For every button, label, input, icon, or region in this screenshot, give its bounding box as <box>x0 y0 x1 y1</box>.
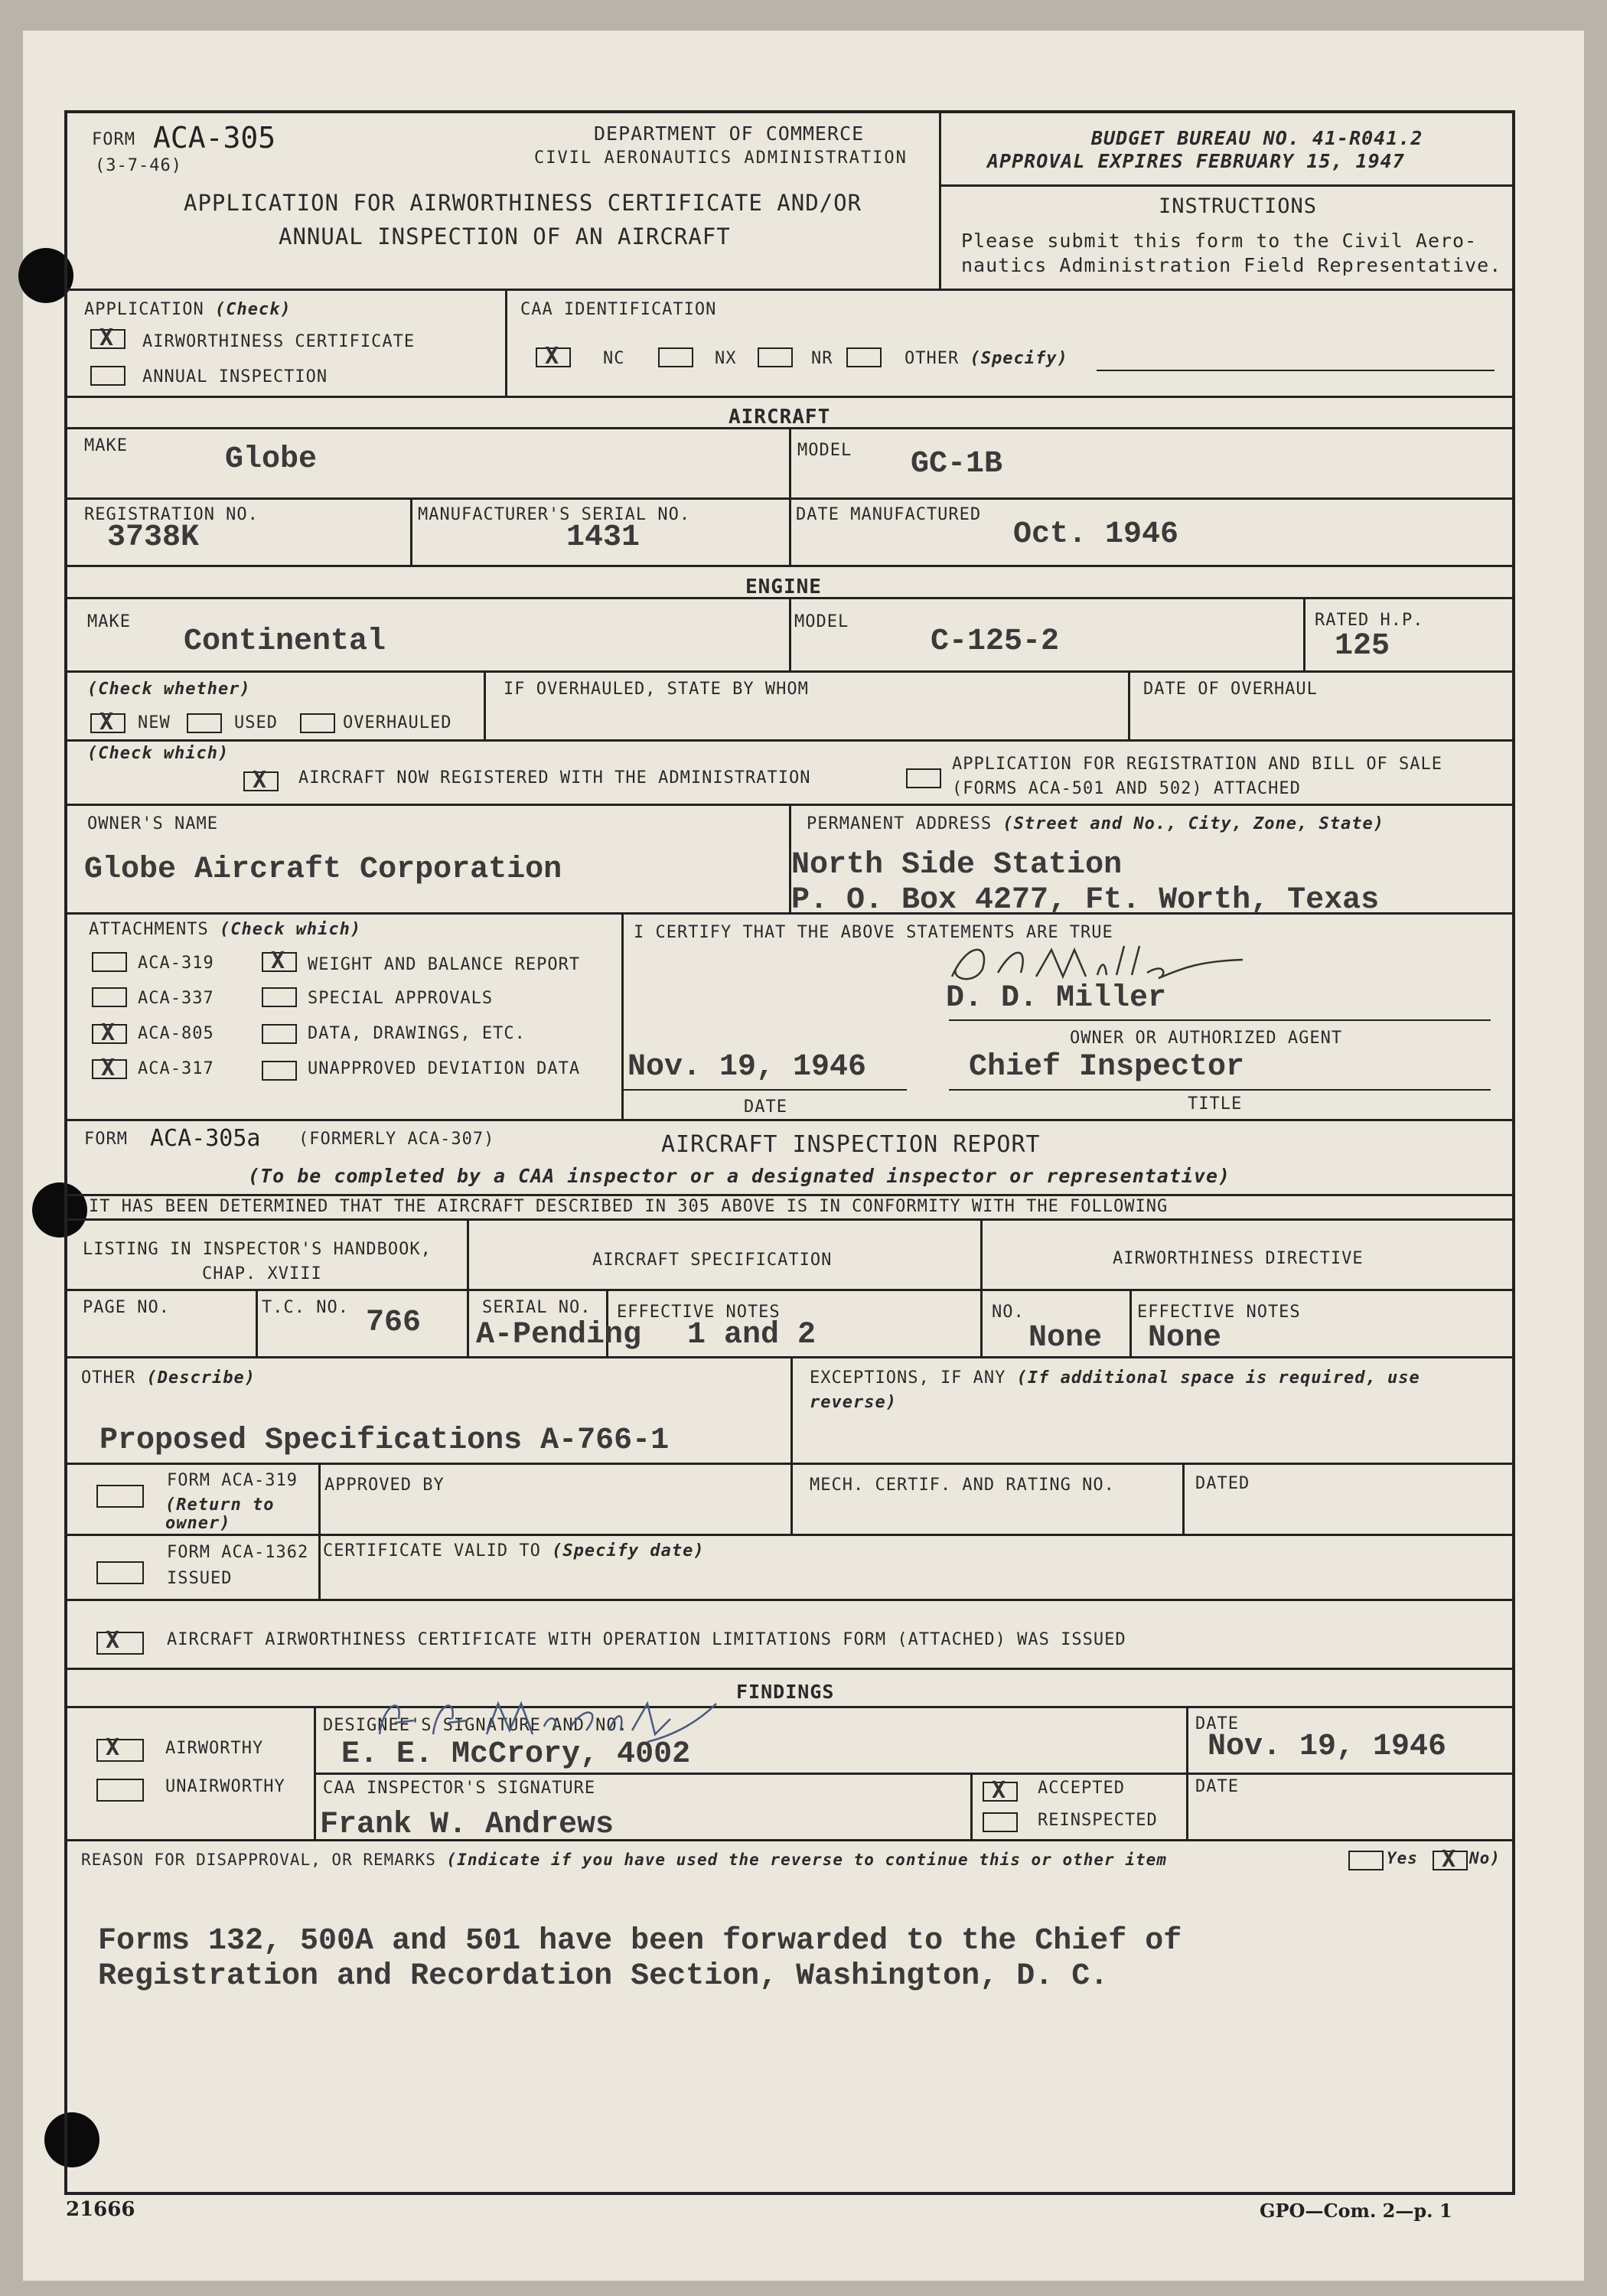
listing-label-line-1: LISTING IN INSPECTOR'S HANDBOOK, <box>83 1240 432 1259</box>
form-aca-319-return-line-2: owner) <box>165 1514 231 1533</box>
registration-no-label: REGISTRATION NO. <box>84 505 259 524</box>
binder-hole-bottom <box>44 2112 99 2167</box>
caa-inspector-name: Frank W. Andrews <box>320 1808 614 1842</box>
aircraft-section-title: AIRCRAFT <box>729 406 831 429</box>
remarks-line-1: Forms 132, 500A and 501 have been forwarded to the Chief of <box>98 1924 1182 1958</box>
footer-gpo: GPO—Com. 2—p. 1 <box>1260 2200 1452 2222</box>
engine-new-label: NEW <box>138 713 171 732</box>
caa-inspector-signature-label: CAA INSPECTOR'S SIGNATURE <box>323 1779 596 1798</box>
certify-date-label: DATE <box>744 1097 787 1117</box>
form-aca-1362-label: FORM ACA-1362 <box>167 1543 309 1562</box>
nx-label: NX <box>715 349 737 368</box>
serial-no-label: MANUFACTURER'S SERIAL NO. <box>418 505 691 524</box>
spec-serial-label: SERIAL NO. <box>482 1298 592 1317</box>
inspection-subtitle: (To be completed by a CAA inspector or a designated inspector or representative) <box>248 1165 1231 1187</box>
reinspected-checkbox[interactable] <box>983 1812 1018 1832</box>
engine-used-checkbox[interactable] <box>187 713 222 733</box>
aca-317-checkbox[interactable] <box>92 1059 127 1079</box>
aircraft-specification-label: AIRCRAFT SPECIFICATION <box>592 1251 833 1270</box>
inspection-form-number: ACA-305a <box>150 1125 261 1152</box>
findings-title: FINDINGS <box>736 1681 835 1703</box>
certificate-issued-label: AIRCRAFT AIRWORTHINESS CERTIFICATE WITH OPERATION LIMITATIONS FORM (ATTACHED) WAS ISSUED <box>167 1630 1126 1649</box>
special-approvals-checkbox[interactable] <box>262 987 297 1007</box>
reinspected-label: REINSPECTED <box>1038 1811 1158 1830</box>
airworthy-label: AIRWORTHY <box>165 1739 264 1758</box>
aca-317-label: ACA-317 <box>138 1059 214 1078</box>
remarks-line-2: Registration and Recordation Section, Washington, D. C. <box>98 1959 1109 1994</box>
directive-effective-notes-label: EFFECTIVE NOTES <box>1137 1303 1301 1322</box>
check-whether-label: (Check whether) <box>87 680 251 699</box>
deviation-data-checkbox[interactable] <box>262 1061 297 1081</box>
tc-no-label: T.C. NO. <box>262 1298 349 1317</box>
owner-agent-label: OWNER OR AUTHORIZED AGENT <box>1070 1029 1343 1048</box>
effective-notes-value: 1 and 2 <box>687 1318 817 1352</box>
nx-checkbox[interactable] <box>658 347 693 367</box>
engine-used-label: USED <box>234 713 278 732</box>
department: DEPARTMENT OF COMMERCE <box>594 122 865 145</box>
deviation-data-label: UNAPPROVED DEVIATION DATA <box>308 1059 581 1078</box>
owner-name-label: OWNER'S NAME <box>87 814 218 833</box>
aca-337-label: ACA-337 <box>138 989 214 1008</box>
overhauled-by-label: IF OVERHAULED, STATE BY WHOM <box>504 680 809 699</box>
registered-checkbox[interactable] <box>243 771 279 791</box>
aca-319-label: ACA-319 <box>138 954 214 973</box>
data-drawings-checkbox[interactable] <box>262 1024 297 1044</box>
approval-expires: APPROVAL EXPIRES FEBRUARY 15, 1947 <box>987 150 1405 172</box>
unairworthy-checkbox[interactable] <box>96 1779 144 1802</box>
certificate-issued-checkbox[interactable] <box>96 1632 144 1655</box>
rated-hp-value: 125 <box>1335 629 1390 664</box>
designee-name: E. E. McCrory, 4002 <box>341 1737 691 1772</box>
approved-by-label: APPROVED BY <box>324 1476 445 1495</box>
certificate-valid-label: CERTIFICATE VALID TO (Specify date) <box>323 1541 705 1561</box>
nr-label: NR <box>811 349 833 368</box>
dated-label: DATED <box>1195 1474 1250 1493</box>
other-describe-label: OTHER (Describe) <box>81 1368 256 1388</box>
instructions-line-2: nautics Administration Field Representative. <box>961 254 1502 276</box>
registration-application-line-2: (FORMS ACA-501 AND 502) ATTACHED <box>952 779 1301 798</box>
airworthiness-directive-label: AIRWORTHINESS DIRECTIVE <box>1113 1249 1364 1268</box>
form-aca-319-label: FORM ACA-319 <box>167 1471 298 1490</box>
aca-805-checkbox[interactable] <box>92 1024 127 1044</box>
mech-certif-label: MECH. CERTIF. AND RATING NO. <box>810 1476 1115 1495</box>
form-aca-319-checkbox[interactable] <box>96 1485 144 1508</box>
conformity-statement: IT HAS BEEN DETERMINED THAT THE AIRCRAFT DESCRIBED IN 305 ABOVE IS IN CONFORMITY WITH THE FOLLOWING <box>89 1197 1169 1216</box>
certify-signer-name: D. D. Miller <box>946 981 1167 1016</box>
other-label: OTHER (Specify) <box>905 349 1068 368</box>
other-checkbox[interactable] <box>846 347 882 367</box>
registration-no-value: 3738K <box>107 520 200 555</box>
nc-checkbox[interactable] <box>536 347 571 367</box>
nc-label: NC <box>603 349 625 368</box>
directive-effective-notes-value: None <box>1148 1321 1222 1355</box>
remarks-label: REASON FOR DISAPPROVAL, OR REMARKS (Indicate if you have used the reverse to continue this or other item <box>81 1851 1167 1869</box>
inspection-form-prefix: FORM <box>84 1130 128 1149</box>
date-manufactured-value: Oct. 1946 <box>1013 517 1179 552</box>
airworthiness-certificate-checkbox[interactable] <box>90 329 125 349</box>
airworthiness-certificate-label: AIRWORTHINESS CERTIFICATE <box>142 332 416 351</box>
address-line-1: North Side Station <box>791 848 1123 882</box>
form-aca-1362-checkbox[interactable] <box>96 1561 144 1584</box>
form-prefix: FORM <box>92 130 135 149</box>
registration-application-checkbox[interactable] <box>906 768 941 788</box>
engine-overhauled-checkbox[interactable] <box>300 713 335 733</box>
findings-date2-label: DATE <box>1195 1777 1239 1796</box>
weight-balance-label: WEIGHT AND BALANCE REPORT <box>308 955 581 974</box>
date-manufactured-label: DATE MANUFACTURED <box>796 505 982 524</box>
engine-overhauled-label: OVERHAULED <box>343 713 452 732</box>
data-drawings-label: DATA, DRAWINGS, ETC. <box>308 1024 526 1043</box>
unairworthy-label: UNAIRWORTHY <box>165 1777 285 1796</box>
form-number: ACA-305 <box>153 121 276 155</box>
certify-statement: I CERTIFY THAT THE ABOVE STATEMENTS ARE TRUE <box>634 923 1113 942</box>
other-describe-value: Proposed Specifications A-766-1 <box>99 1424 670 1458</box>
aircraft-model-label: MODEL <box>797 441 852 460</box>
designee-signature-label: DESIGNEE'S SIGNATURE AND NO. <box>323 1716 628 1735</box>
budget-bureau: BUDGET BUREAU NO. 41-R041.2 <box>1091 127 1423 149</box>
registration-application-line-1: APPLICATION FOR REGISTRATION AND BILL OF SALE <box>952 755 1443 774</box>
inspection-report-title: AIRCRAFT INSPECTION REPORT <box>661 1131 1041 1158</box>
remarks-no-label: No) <box>1469 1849 1501 1867</box>
nr-checkbox[interactable] <box>758 347 793 367</box>
engine-make-value: Continental <box>184 625 386 659</box>
aca-337-checkbox[interactable] <box>92 987 127 1007</box>
instructions-line-1: Please submit this form to the Civil Aero- <box>961 230 1478 252</box>
engine-new-checkbox[interactable] <box>90 713 125 733</box>
findings-date-label: DATE <box>1195 1714 1239 1733</box>
exceptions-label: EXCEPTIONS, IF ANY (If additional space is required, use <box>810 1368 1420 1388</box>
annual-inspection-label: ANNUAL INSPECTION <box>142 367 328 386</box>
attachments-label: ATTACHMENTS (Check which) <box>89 920 362 939</box>
special-approvals-label: SPECIAL APPROVALS <box>308 989 494 1008</box>
directive-no-label: NO. <box>992 1303 1025 1322</box>
check-which-label: (Check which) <box>87 744 230 763</box>
aircraft-make-label: MAKE <box>84 436 128 455</box>
address-line-2: P. O. Box 4277, Ft. Worth, Texas <box>791 883 1380 918</box>
engine-make-label: MAKE <box>87 612 131 631</box>
binder-hole-middle <box>32 1182 87 1238</box>
form-title-line-1: APPLICATION FOR AIRWORTHINESS CERTIFICATE AND/OR <box>184 190 862 216</box>
remarks-no-checkbox[interactable] <box>1433 1851 1468 1870</box>
page-no-label: PAGE NO. <box>83 1298 170 1317</box>
listing-label-line-2: CHAP. XVIII <box>202 1264 322 1283</box>
directive-no-value: None <box>1028 1321 1103 1355</box>
airworthy-checkbox[interactable] <box>96 1739 144 1762</box>
overhaul-date-label: DATE OF OVERHAUL <box>1143 680 1318 699</box>
annual-inspection-checkbox[interactable] <box>90 366 125 386</box>
form-date: (3-7-46) <box>95 156 182 175</box>
aca-805-label: ACA-805 <box>138 1024 214 1043</box>
certify-date-value: Nov. 19, 1946 <box>627 1050 867 1084</box>
form-title-line-2: ANNUAL INSPECTION OF AN AIRCRAFT <box>279 223 731 249</box>
certify-title-value: Chief Inspector <box>969 1050 1245 1084</box>
registered-label: AIRCRAFT NOW REGISTERED WITH THE ADMINISTRATION <box>298 768 811 788</box>
engine-section-title: ENGINE <box>745 576 822 598</box>
aca-319-checkbox[interactable] <box>92 952 127 972</box>
effective-notes-label: EFFECTIVE NOTES <box>617 1303 781 1322</box>
remarks-yes-label: Yes <box>1387 1849 1418 1867</box>
engine-model-label: MODEL <box>794 612 849 631</box>
accepted-label: ACCEPTED <box>1038 1779 1125 1798</box>
engine-model-value: C-125-2 <box>931 625 1060 659</box>
rated-hp-label: RATED H.P. <box>1315 611 1424 630</box>
remarks-yes-checkbox[interactable] <box>1348 1851 1384 1870</box>
form-aca-319-return-line-1: (Return to <box>165 1495 275 1515</box>
accepted-checkbox[interactable] <box>983 1782 1018 1802</box>
form-aca-1362-issued: ISSUED <box>167 1569 233 1588</box>
spec-serial-value: A-Pending <box>476 1318 642 1352</box>
permanent-address-label: PERMANENT ADDRESS (Street and No., City, Zone, State) <box>807 814 1385 833</box>
caa-identification-label: CAA IDENTIFICATION <box>520 300 717 319</box>
findings-date-value: Nov. 19, 1946 <box>1208 1730 1447 1764</box>
tc-no-value: 766 <box>366 1306 422 1340</box>
owner-name-value: Globe Aircraft Corporation <box>84 853 562 887</box>
instructions-title: INSTRUCTIONS <box>1159 194 1318 218</box>
weight-balance-checkbox[interactable] <box>262 952 297 972</box>
aircraft-make-value: Globe <box>225 442 318 477</box>
serial-no-value: 1431 <box>566 520 641 555</box>
aircraft-model-value: GC-1B <box>911 447 1003 481</box>
certify-title-label: TITLE <box>1188 1094 1243 1114</box>
application-label: APPLICATION (Check) <box>84 300 292 319</box>
exceptions-hint-line-2: reverse) <box>810 1393 897 1412</box>
agency: CIVIL AERONAUTICS ADMINISTRATION <box>534 148 908 168</box>
footer-code: 21666 <box>66 2198 135 2221</box>
formerly-label: (FORMERLY ACA-307) <box>298 1130 495 1149</box>
